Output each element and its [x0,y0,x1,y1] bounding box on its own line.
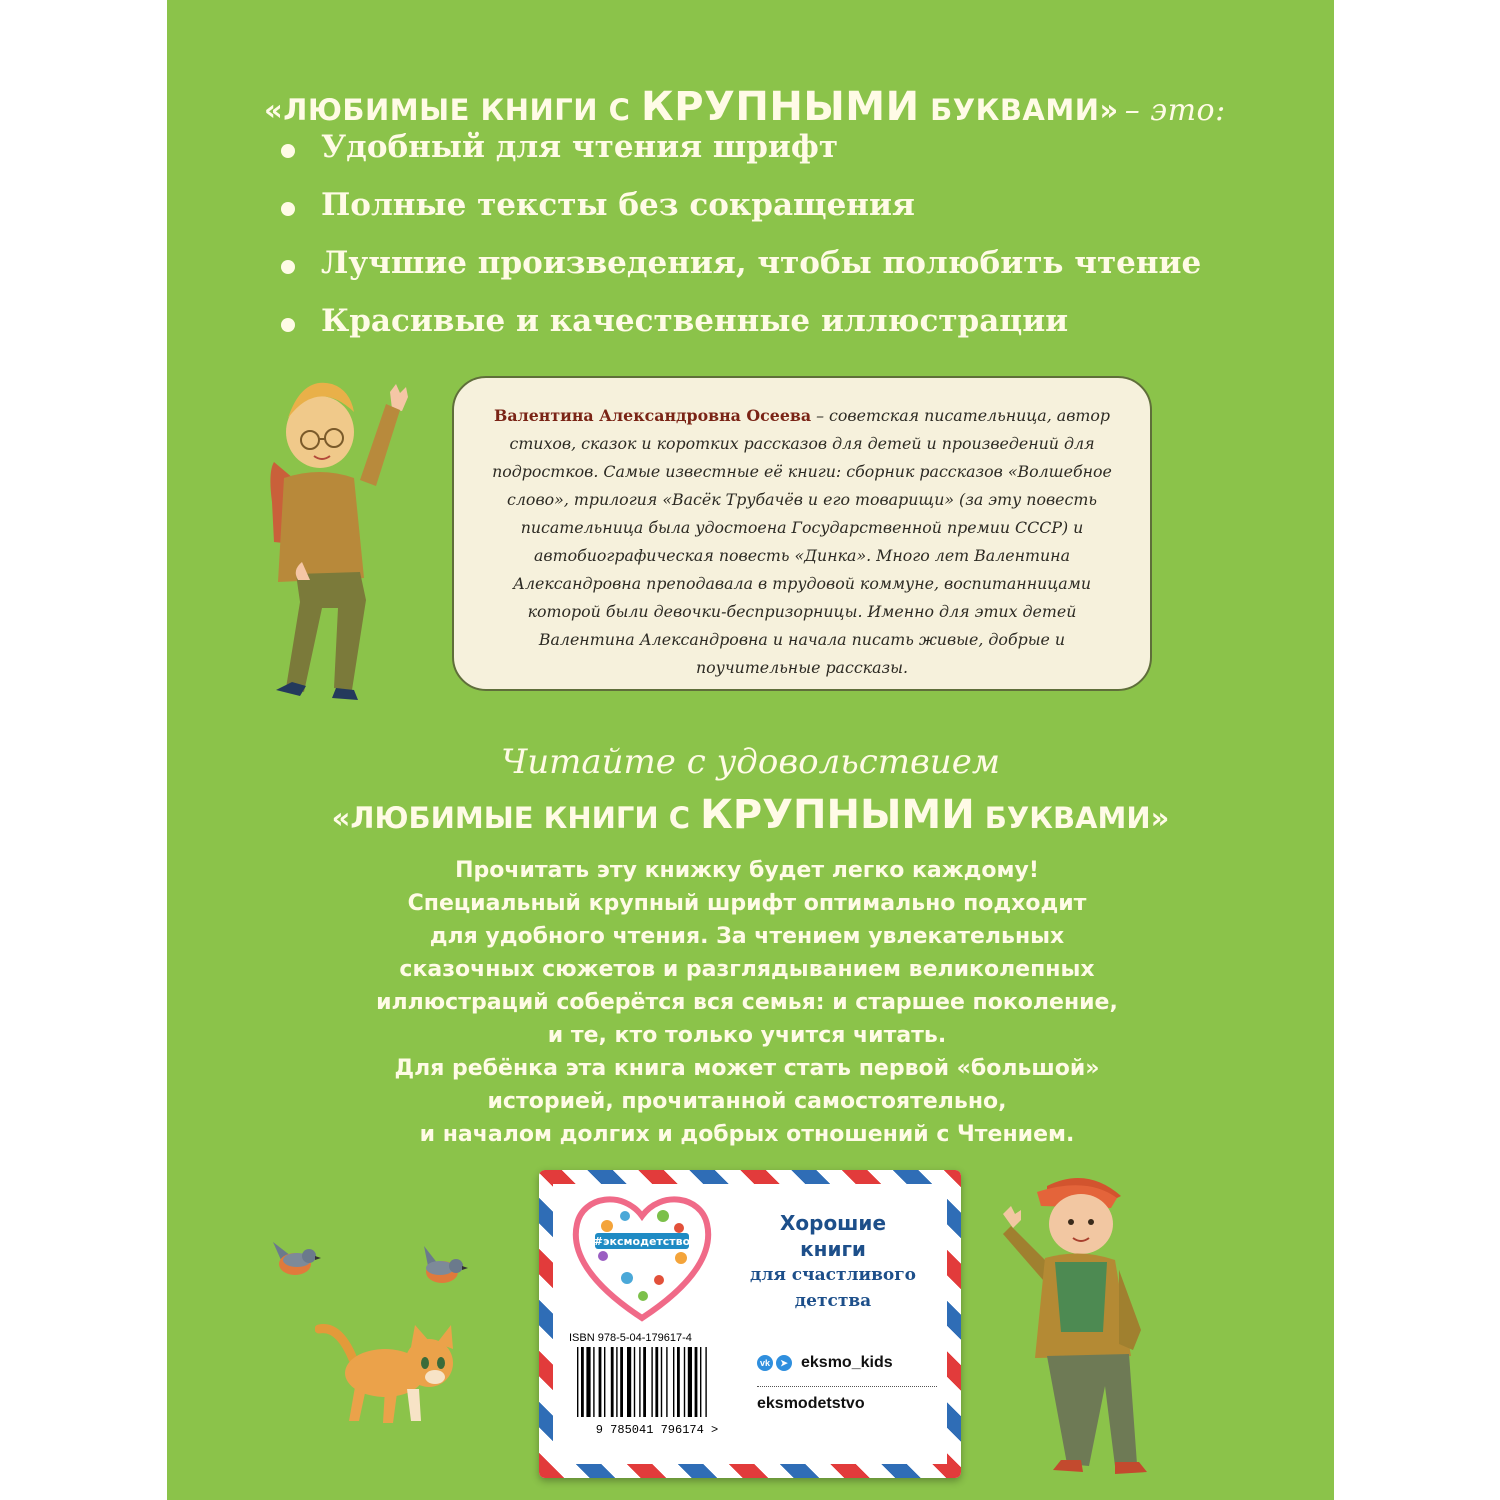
series-title-tail: – это: [1124,93,1226,128]
barcode-bar [599,1347,602,1417]
read-with-pleasure-heading: Читайте с удовольствием [500,742,1001,782]
series-title-part2: БУКВАМИ» [974,801,1170,835]
author-bio-box [452,376,1152,691]
barcode-digits: 9 785041 796174 > [595,1423,719,1437]
tagline-line: книги [800,1237,866,1261]
barcode-bar [695,1347,698,1417]
barcode-bar [651,1347,652,1417]
boy-with-cap-illustration [997,1170,1177,1495]
description-line: для удобного чтения. За чтением увлекательных [429,924,1065,949]
kitten-illustration [315,1315,465,1430]
feature-item: Красивые и качественные иллюстрации [277,292,1201,350]
barcode-bar [581,1347,584,1417]
barcode-bar [593,1347,594,1417]
series-title-part1: «ЛЮБИМЫЕ КНИГИ С [331,801,701,835]
barcode-bar [604,1347,605,1417]
barcode-bar [700,1347,701,1417]
description-line: Специальный крупный шрифт оптимально подходит [407,891,1087,916]
barcode-bar [688,1347,692,1417]
bird-illustration [263,1232,323,1282]
book-description [297,854,1197,1151]
social-block [757,1346,937,1413]
barcode [569,1347,745,1437]
series-title-big-word: КРУПНЫМИ [700,792,975,838]
description-line: и те, кто только учится читать. [547,1023,947,1048]
tagline-line: Хорошие [779,1211,887,1235]
boy-with-glasses-illustration [262,382,432,707]
barcode-bar [673,1347,674,1417]
hashtag-label: #эксмодетство [593,1235,691,1248]
telegram-icon: ➤ [776,1355,792,1371]
barcode-bar [705,1347,706,1417]
brand-postcard [539,1170,961,1478]
author-name: Валентина Александровна Осеева [494,406,812,425]
barcode-bar [577,1347,578,1417]
social-handle: eksmo_kids [801,1354,893,1371]
barcode-bar [677,1347,680,1417]
barcode-bar [684,1347,685,1417]
description-line: историей, прочитанной самостоятельно, [487,1089,1007,1114]
barcode-bar [620,1347,623,1417]
description-line: Для ребёнка эта книга может стать первой «большой» [394,1056,1100,1081]
barcode-bar [627,1347,631,1417]
feature-item: Удобный для чтения шрифт [277,118,1201,176]
feature-list [277,118,1201,350]
barcode-bar [586,1347,590,1417]
barcode-bar [643,1347,646,1417]
series-title-line-2 [167,792,1334,838]
series-title-part1: «ЛЮБИМЫЕ КНИГИ С [264,93,642,127]
feature-item: Полные тексты без сокращения [277,176,1201,234]
description-line: Прочитать эту книжку будет легко каждому! [455,858,1039,883]
vk-icon: vk [757,1355,773,1371]
social-row [757,1346,937,1380]
site-handle: eksmodetstvo [757,1386,937,1413]
barcode-bar [634,1347,635,1417]
description-line: сказочных сюжетов и разглядыванием великолепных [399,957,1095,982]
heart-logo [567,1186,717,1326]
postcard-inner [553,1184,947,1464]
author-bio-text: – советская писательница, автор стихов, сказок и коротких рассказов для детей и произведений для подростков. Самые известные её книги: сборник рассказов «Волшебное слово», трилогия «Васёк Трубачёв и его товарищи» (за эту повесть писательница была удостоена Государственной премии СССР) и автобиографическая повесть «Динка». Много лет Валентина Александровна преподавала в трудовой коммуне, воспитанницами которой были девочки-беспризорницы. Именно для этих детей Валентина Александровна и начала писать живые, добрые и поучительные рассказы. [492,406,1112,677]
bird-illustration [410,1240,470,1290]
tagline-line: для счастливого [750,1265,916,1285]
barcode-bar [661,1347,662,1417]
series-title-part2: БУКВАМИ» [919,93,1119,127]
series-title-big-word: КРУПНЫМИ [641,84,920,130]
tagline-line: детства [794,1291,872,1311]
barcode-bar [666,1347,667,1417]
barcode-bar [611,1347,614,1417]
book-back-cover [167,0,1334,1500]
barcode-bars [577,1347,707,1417]
description-line: и началом долгих и добрых отношений с Чтением. [419,1122,1075,1147]
description-line: иллюстраций соберётся вся семья: и старшее поколение, [376,990,1118,1015]
feature-item: Лучшие произведения, чтобы полюбить чтение [277,234,1201,292]
brand-tagline [733,1210,933,1314]
barcode-bar [639,1347,640,1417]
barcode-bar [616,1347,617,1417]
isbn-label: ISBN 978-5-04-179617-4 [569,1332,692,1344]
barcode-bar [655,1347,658,1417]
